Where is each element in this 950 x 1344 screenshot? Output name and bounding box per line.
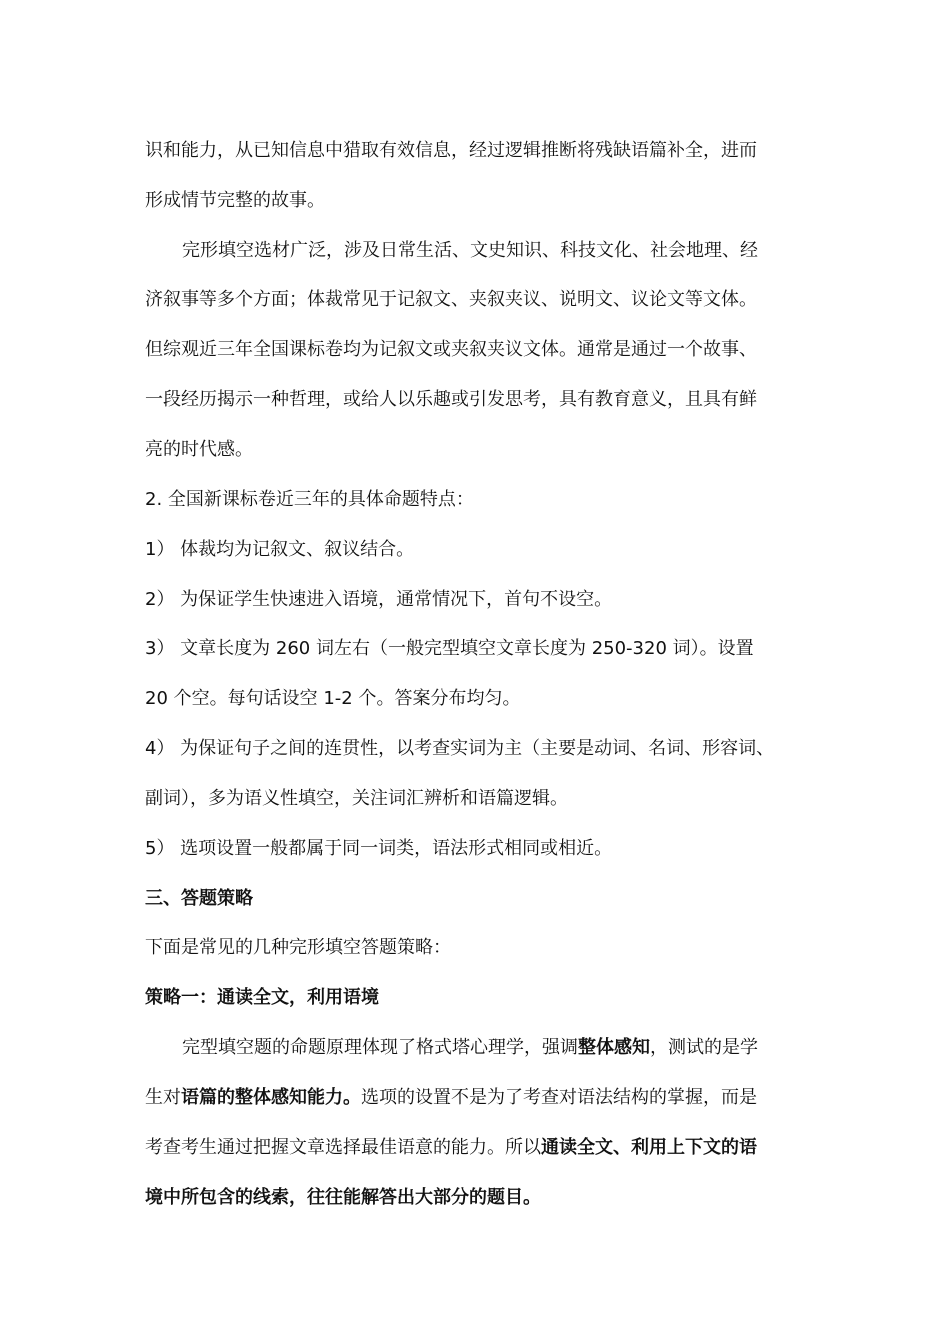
- material-line-4: 一段经历揭示一种哲理，或给人以乐趣或引发思考，具有教育意义，且具有鲜: [145, 389, 757, 410]
- section2-heading: 2. 全国新课标卷近三年的具体命题特点：: [145, 489, 474, 510]
- strategy1-line-1-text-a: 完型填空题的命题原理体现了格式塔心理学，强调: [182, 1037, 578, 1058]
- strategy1-line-2-emphasis: 语篇的整体感知能力。: [181, 1087, 361, 1108]
- strategy1-line-3-emphasis: 通读全文、利用上下文的语: [541, 1137, 757, 1158]
- list-item-3-line-1: 3） 文章长度为 260 词左右（一般完型填空文章长度为 250-320 词）。设置: [145, 638, 754, 659]
- list-item-3-line-2: 20 个空。每句话设空 1-2 个。答案分布均匀。: [145, 688, 521, 709]
- material-line-1: 完形填空选材广泛，涉及日常生活、文史知识、科技文化、社会地理、经: [182, 240, 758, 261]
- strategy1-line-2-text-a: 生对: [145, 1087, 181, 1108]
- strategy1-title: 策略一：通读全文，利用语境: [145, 987, 379, 1008]
- list-item-4-line-2: 副词），多为语义性填空，关注词汇辨析和语篇逻辑。: [145, 788, 568, 809]
- strategy1-line-2: [145, 1085, 805, 1111]
- strategy1-line-4: 境中所包含的线索，往往能解答出大部分的题目。: [145, 1187, 541, 1208]
- intro-line-2: 形成情节完整的故事。: [145, 190, 325, 211]
- material-line-5: 亮的时代感。: [145, 439, 253, 460]
- strategy1-line-3-text-a: 考查考生通过把握文章选择最佳语意的能力。所以: [145, 1137, 541, 1158]
- section3-heading: 三、答题策略: [145, 888, 253, 909]
- material-line-3: 但综观近三年全国课标卷均为记叙文或夹叙夹议文体。通常是通过一个故事、: [145, 339, 757, 360]
- strategies-intro: 下面是常见的几种完形填空答题策略：: [145, 937, 451, 958]
- list-item-5: 5） 选项设置一般都属于同一词类，语法形式相同或相近。: [145, 838, 613, 859]
- material-line-2: 济叙事等多个方面；体裁常见于记叙文、夹叙夹议、说明文、议论文等文体。: [145, 289, 757, 310]
- list-item-2: 2） 为保证学生快速进入语境，通常情况下，首句不设空。: [145, 589, 613, 610]
- list-item-1: 1） 体裁均为记叙文、叙议结合。: [145, 539, 415, 560]
- strategy1-line-1-emphasis: 整体感知: [578, 1037, 650, 1058]
- strategy1-line-3: [145, 1135, 805, 1161]
- strategy1-line-1: [182, 1035, 842, 1061]
- list-item-4-line-1: 4） 为保证句子之间的连贯性，以考查实词为主（主要是动词、名词、形容词、: [145, 738, 775, 759]
- strategy1-line-1-text-c: ，测试的是学: [650, 1037, 758, 1058]
- intro-line-1: 识和能力，从已知信息中猎取有效信息，经过逻辑推断将残缺语篇补全，进而: [145, 140, 757, 161]
- strategy1-line-2-text-c: 选项的设置不是为了考查对语法结构的掌握，而是: [361, 1087, 757, 1108]
